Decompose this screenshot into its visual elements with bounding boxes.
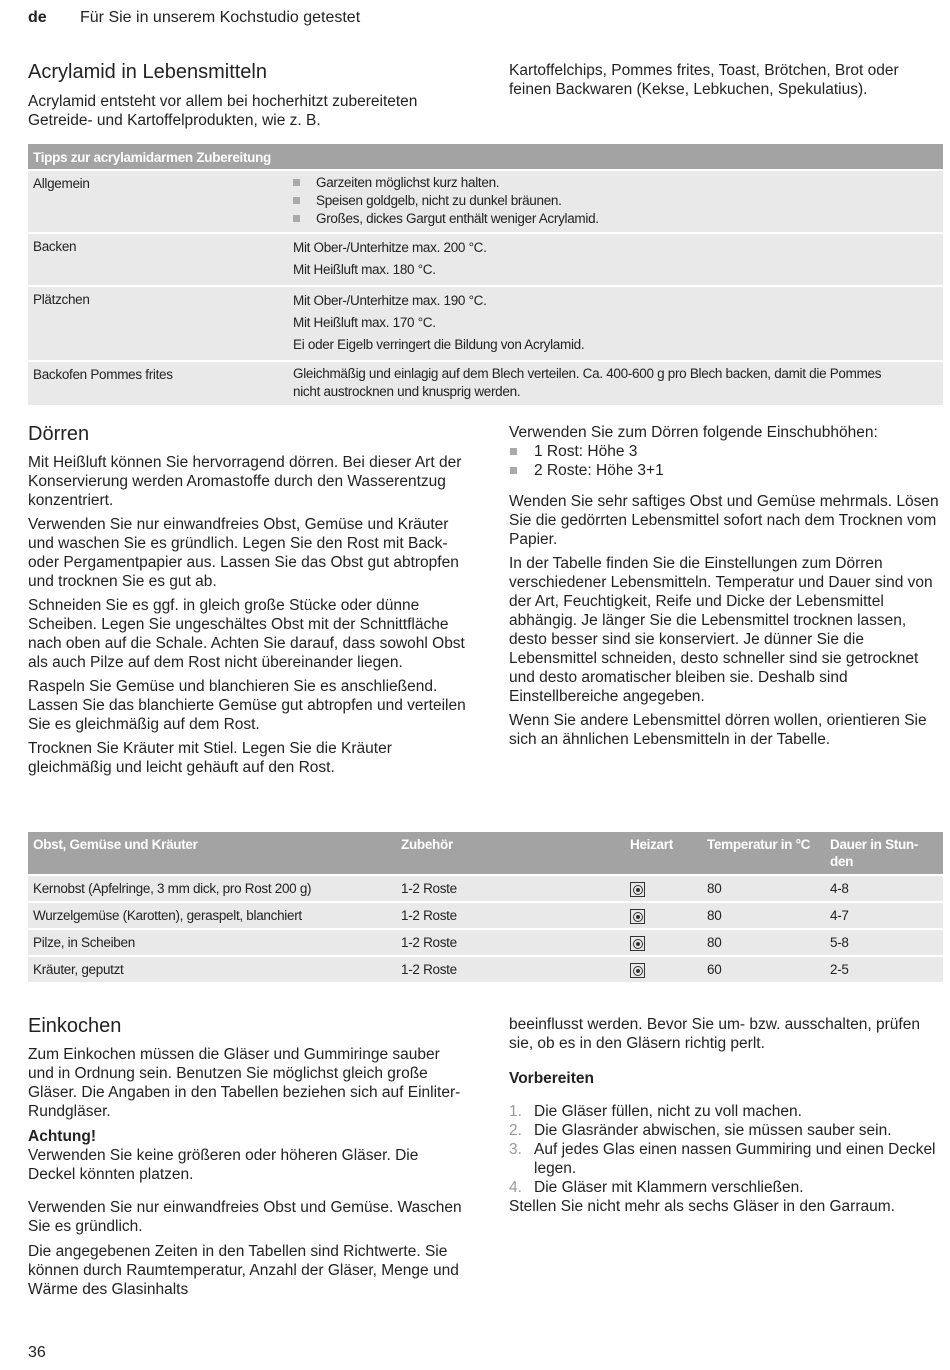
acrylamid-heading: Acrylamid in Lebensmitteln bbox=[28, 61, 267, 83]
acrylamid-right-column bbox=[509, 61, 929, 104]
accessory-cell: 1-2 Roste bbox=[401, 935, 457, 950]
prep-heading: Vorbereiten bbox=[509, 1070, 594, 1087]
einkochen-paragraph: Verwenden Sie nur einwandfreies Obst und Gemüse. Waschen Sie es gründlich. bbox=[28, 1199, 462, 1235]
duration-cell: 2-5 bbox=[830, 962, 849, 977]
table-row bbox=[28, 928, 943, 955]
doerren-heading: Dörren bbox=[28, 423, 90, 445]
language-code: de bbox=[28, 9, 47, 26]
einkochen-right-column bbox=[509, 1015, 944, 1221]
accessory-cell: 1-2 Roste bbox=[401, 908, 457, 923]
tips-row-label: Backofen Pommes frites bbox=[33, 367, 173, 382]
tips-line: Gleichmäßig und einlagig auf dem Blech verteilen. Ca. 400-600 g pro Blech backen, damit die Pommes bbox=[293, 366, 882, 381]
tips-line: Ei oder Eigelb verringert die Bildung von Acrylamid. bbox=[293, 337, 585, 352]
square-bullet-icon bbox=[293, 197, 300, 204]
tips-bullet: Großes, dickes Gargut enthält weniger Acrylamid. bbox=[293, 210, 943, 228]
column-header: Heizart bbox=[630, 837, 673, 852]
shelf-height-list bbox=[509, 442, 941, 480]
doerren-paragraph: Trocknen Sie Kräuter mit Stiel. Legen Sie die Kräuter gleichmäßig und leicht gehäuft auf den Rost. bbox=[28, 740, 392, 776]
acrylamid-foods: Kartoffelchips, Pommes frites, Toast, Brötchen, Brot oder feinen Backwaren (Kekse, Lebkuchen, Spekulatius). bbox=[509, 62, 899, 98]
tips-table-header: Tipps zur acrylamidarmen Zubereitung bbox=[28, 144, 943, 169]
accessory-cell: 1-2 Roste bbox=[401, 962, 457, 977]
tips-line: nicht austrocknen und knusprig werden. bbox=[293, 384, 521, 399]
food-cell: Kernobst (Apfelringe, 3 mm dick, pro Rost 200 g) bbox=[33, 881, 312, 896]
table-row bbox=[28, 232, 943, 285]
food-cell: Kräuter, geputzt bbox=[33, 962, 124, 977]
temperature-cell: 60 bbox=[707, 962, 722, 977]
list-item: 1. Die Gläser füllen, nicht zu voll machen. bbox=[509, 1103, 802, 1120]
einkochen-paragraph: Die angegebenen Zeiten in den Tabellen sind Richtwerte. Sie können durch Raumtemperatur, Anzahl der Gläser, Menge und Wärme des Glasinhalts bbox=[28, 1243, 459, 1298]
doerren-paragraph: Wenden Sie sehr saftiges Obst und Gemüse mehrmals. Lösen Sie die gedörrten Lebensmittel sofort nach dem Trocknen vom Papier. bbox=[509, 493, 939, 548]
duration-cell: 4-7 bbox=[830, 908, 849, 923]
temperature-cell: 80 bbox=[707, 881, 722, 896]
drying-table-header bbox=[28, 832, 943, 874]
doerren-paragraph: Mit Heißluft können Sie hervorragend dörren. Bei dieser Art der Konservierung werden Aromastoffe durch den Wasserentzug konzentriert. bbox=[28, 454, 462, 509]
page-number: 36 bbox=[28, 1344, 46, 1361]
list-item: 2. Die Glasränder abwischen, sie müssen sauber sein. bbox=[509, 1122, 892, 1139]
acrylamid-tips-table bbox=[28, 144, 943, 405]
tips-line: Mit Heißluft max. 170 °C. bbox=[293, 315, 436, 330]
tips-bullet: Garzeiten möglichst kurz halten. bbox=[293, 174, 943, 192]
prep-steps-list bbox=[509, 1102, 944, 1197]
hot-air-icon bbox=[630, 909, 645, 924]
doerren-paragraph: Schneiden Sie es ggf. in gleich große Stücke oder dünne Scheiben. Legen Sie ungeschältes Obst mit der Schnittfläche nach oben auf die Schale. Achten Sie darauf, dass sowohl Obst als auch Pilze auf dem Rost nicht übereinander liegen. bbox=[28, 597, 465, 671]
drying-table bbox=[28, 832, 943, 982]
duration-cell: 4-8 bbox=[830, 881, 849, 896]
hot-air-icon bbox=[630, 936, 645, 951]
tips-row-label: Backen bbox=[33, 239, 77, 254]
table-row bbox=[28, 360, 943, 405]
list-item: 4. Die Gläser mit Klammern verschließen. bbox=[509, 1179, 804, 1196]
doerren-left-column bbox=[28, 422, 468, 782]
table-row bbox=[28, 955, 943, 982]
square-bullet-icon bbox=[510, 467, 517, 474]
tips-line: Mit Ober-/Unterhitze max. 200 °C. bbox=[293, 240, 487, 255]
square-bullet-icon bbox=[293, 215, 300, 222]
einkochen-heading: Einkochen bbox=[28, 1015, 122, 1037]
acrylamid-intro: Acrylamid entsteht vor allem bei hocherhitzt zubereiteten Getreide- und Kartoffelprodukten, wie z. B. bbox=[28, 93, 418, 129]
table-row bbox=[28, 901, 943, 928]
hot-air-icon bbox=[630, 963, 645, 978]
einkochen-paragraph: Zum Einkochen müssen die Gläser und Gummiringe sauber und in Ordnung sein. Benutzen Sie möglichst gleich große Gläser. Die Angaben in den Tabellen beziehen sich auf Einliter-Rundgläser. bbox=[28, 1046, 461, 1120]
column-header: Temperatur in °C bbox=[707, 837, 811, 852]
acrylamid-left-column bbox=[28, 60, 468, 135]
column-header: Obst, Gemüse und Kräuter bbox=[33, 837, 198, 852]
temperature-cell: 80 bbox=[707, 908, 722, 923]
einkochen-paragraph: beeinflusst werden. Bevor Sie um- bzw. ausschalten, prüfen sie, ob es in den Gläsern richtig perlt. bbox=[509, 1016, 920, 1052]
doerren-shelf-intro: Verwenden Sie zum Dörren folgende Einschubhöhen: bbox=[509, 424, 878, 441]
doerren-right-column bbox=[509, 423, 941, 754]
table-row bbox=[28, 285, 943, 360]
list-item: 2 Roste: Höhe 3+1 bbox=[509, 461, 941, 480]
column-header: Zubehör bbox=[401, 837, 453, 852]
list-item: 1 Rost: Höhe 3 bbox=[509, 442, 941, 461]
list-item: 3. Auf jedes Glas einen nassen Gummiring und einen Deckel legen. bbox=[509, 1141, 936, 1177]
food-cell: Pilze, in Scheiben bbox=[33, 935, 135, 950]
square-bullet-icon bbox=[293, 179, 300, 186]
attention-text: Verwenden Sie keine größeren oder höheren Gläser. Die Deckel könnten platzen. bbox=[28, 1147, 419, 1183]
einkochen-paragraph: Stellen Sie nicht mehr als sechs Gläser in den Garraum. bbox=[509, 1198, 895, 1215]
temperature-cell: 80 bbox=[707, 935, 722, 950]
tips-line: Mit Heißluft max. 180 °C. bbox=[293, 262, 436, 277]
tips-bullet: Speisen goldgelb, nicht zu dunkel bräunen. bbox=[293, 192, 943, 210]
doerren-paragraph: In der Tabelle finden Sie die Einstellungen zum Dörren verschiedener Lebensmitteln. Temperatur und Dauer sind von der Art, Feuchtigkeit, Reife und Dicke der Lebensmittel abhängig. Je länger Sie die Lebensmittel trocknen lassen, desto besser sind sie konserviert. Je dünner Sie die Lebensmittel schneiden, desto schneller sind sie getrocknet und desto aromatischer bleiben sie. Deshalb sind Einstellbereiche angegeben. bbox=[509, 555, 933, 705]
einkochen-left-column bbox=[28, 1014, 468, 1304]
table-row bbox=[28, 169, 943, 232]
tips-row-label: Plätzchen bbox=[33, 292, 90, 307]
accessory-cell: 1-2 Roste bbox=[401, 881, 457, 896]
tips-row-label: Allgemein bbox=[33, 176, 90, 191]
hot-air-icon bbox=[630, 882, 645, 897]
tips-line: Mit Ober-/Unterhitze max. 190 °C. bbox=[293, 293, 487, 308]
doerren-paragraph: Verwenden Sie nur einwandfreies Obst, Gemüse und Kräuter und waschen Sie es gründlich. Legen Sie den Rost mit Back- oder Pergamentpapier aus. Lassen Sie das Obst gut abtropfen und trocknen Sie es gut ab. bbox=[28, 516, 459, 590]
doerren-paragraph: Raspeln Sie Gemüse und blanchieren Sie es anschließend. Lassen Sie das blanchierte Gemüse gut abtropfen und verteilen Sie es gleichmäßig auf dem Rost. bbox=[28, 678, 466, 733]
doerren-paragraph: Wenn Sie andere Lebensmittel dörren wollen, orientieren Sie sich an ähnlichen Lebensmitteln in der Tabelle. bbox=[509, 712, 927, 748]
attention-label: Achtung! bbox=[28, 1128, 97, 1145]
column-header: Dauer in Stun-den bbox=[830, 837, 919, 869]
food-cell: Wurzelgemüse (Karotten), geraspelt, blanchiert bbox=[33, 908, 302, 923]
chapter-title: Für Sie in unserem Kochstudio getestet bbox=[80, 9, 361, 26]
square-bullet-icon bbox=[510, 448, 517, 455]
table-row bbox=[28, 874, 943, 901]
duration-cell: 5-8 bbox=[830, 935, 849, 950]
